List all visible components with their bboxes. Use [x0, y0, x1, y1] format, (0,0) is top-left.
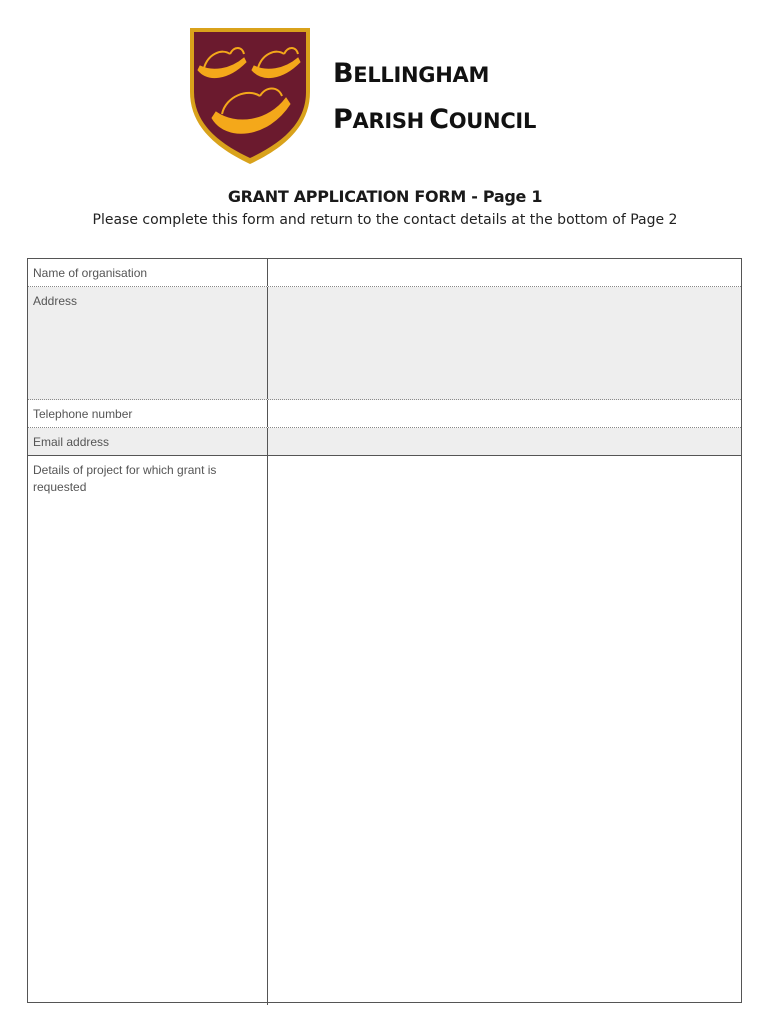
organisation-name	[333, 52, 536, 144]
form-subtitle: Please complete this form and return to the contact details at the bottom of Page 2	[92, 212, 678, 228]
row-email	[28, 428, 741, 456]
address-field[interactable]	[268, 287, 741, 399]
row-address	[28, 287, 741, 400]
field-label: Name of organisation	[28, 259, 268, 286]
field-label: Address	[28, 287, 268, 399]
field-label: Telephone number	[28, 400, 268, 427]
field-label: Details of project for which grant is requested	[28, 456, 268, 1005]
field-label: Email address	[28, 428, 268, 455]
form-title: GRANT APPLICATION FORM - Page 1	[227, 187, 543, 206]
application-form-table	[27, 258, 742, 1003]
organisation-name-field[interactable]	[268, 259, 741, 286]
row-organisation-name	[28, 259, 741, 287]
email-field[interactable]	[268, 428, 741, 455]
row-project-details	[28, 456, 741, 1005]
parish-crest-logo	[186, 26, 314, 166]
org-name-line-1: BELLINGHAM	[333, 58, 490, 89]
org-name-line-2: PARISH COUNCIL	[333, 104, 537, 135]
project-details-field[interactable]	[268, 456, 741, 1005]
telephone-field[interactable]	[268, 400, 741, 427]
row-telephone	[28, 400, 741, 428]
